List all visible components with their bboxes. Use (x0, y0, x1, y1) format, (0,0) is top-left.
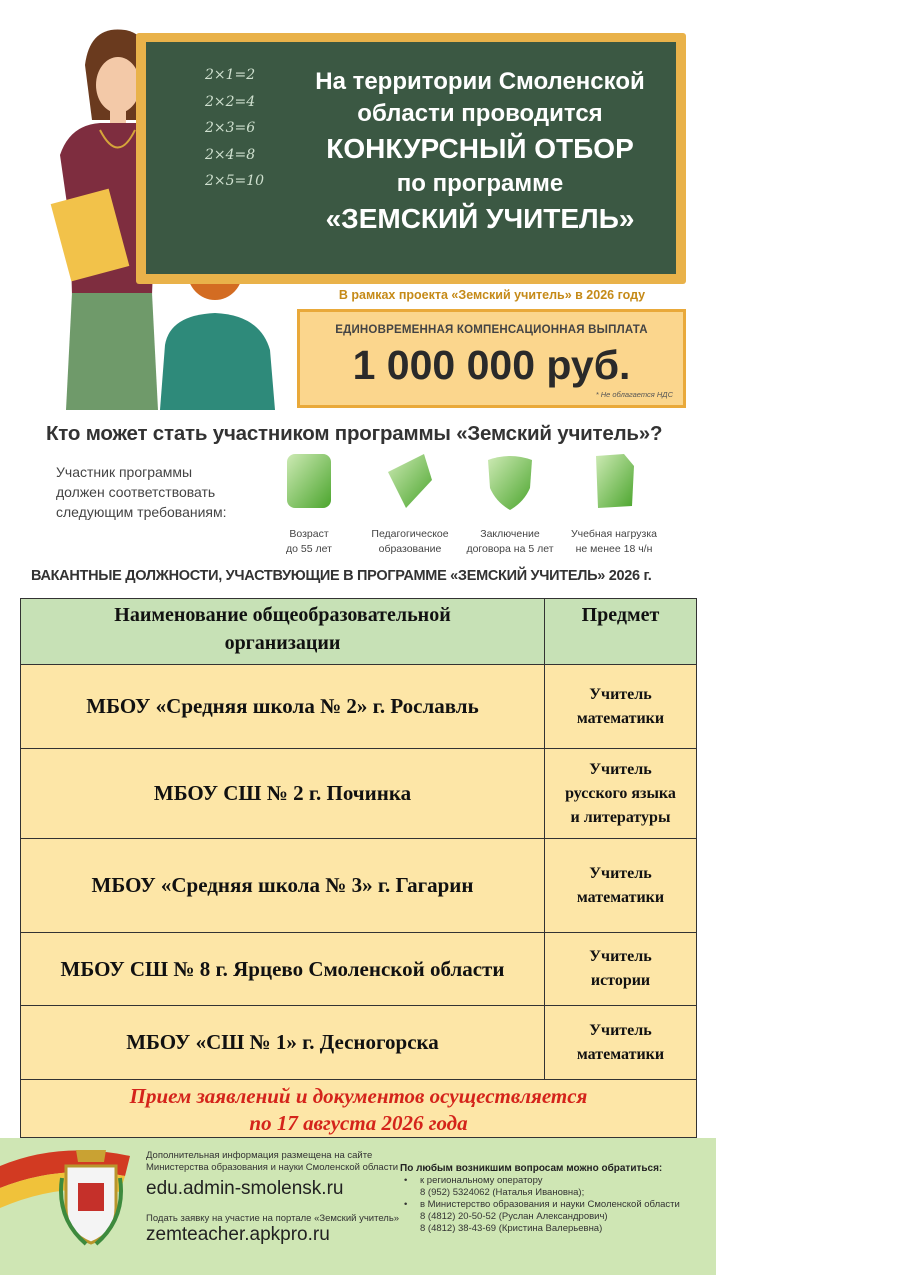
requirement-age (254, 450, 364, 557)
deadline-line-2: по 17 августа 2026 года (249, 1111, 468, 1135)
subject-cell: Учитель истории (545, 933, 697, 1006)
requirements-title: Кто может стать участником программы «Земский учитель»? (46, 422, 663, 445)
requirements-intro (56, 462, 256, 522)
header-organization: Наименование общеобразовательной организации (21, 599, 545, 665)
contract-shield-icon (484, 450, 536, 512)
requirement-label: Возраст до 55 лет (286, 528, 332, 555)
requirement-label: Заключение договора на 5 лет (466, 528, 554, 555)
requirement-label: Учебная нагрузка не менее 18 ч/н (570, 528, 658, 555)
chalk-line: 2×2=4 (205, 93, 256, 110)
org-cell: МБОУ СШ № 2 г. Починка (21, 749, 545, 839)
chalk-line: 2×4=8 (205, 146, 256, 163)
board-line-2: области проводится (357, 100, 603, 127)
header-subject: Предмет (545, 599, 697, 665)
subject-cell: Учитель математики (545, 665, 697, 749)
footer-info: Дополнительная информация размещена на сайте Министерства образования и науки Смоленской области (146, 1150, 399, 1173)
workload-icon (588, 450, 640, 512)
contacts-list (400, 1175, 710, 1235)
org-cell: МБОУ СШ № 8 г. Ярцево Смоленской области (21, 933, 545, 1006)
table-row (21, 933, 697, 1006)
requirement-workload (559, 450, 669, 557)
chalk-line: 2×5=10 (205, 173, 265, 189)
contact-item: • к региональному оператору 8 (952) 5324062 (Наталья Ивановна); (404, 1175, 585, 1198)
payment-box (297, 309, 686, 408)
table-row (21, 1006, 697, 1080)
org-cell: МБОУ «СШ № 1» г. Десногорска (21, 1006, 545, 1080)
requirement-label: Педагогическое образование (371, 528, 449, 555)
table-row (21, 839, 697, 933)
project-line: В рамках проекта «Земский учитель» в 2026 году (338, 288, 646, 302)
subject-cell: Учитель математики (545, 1006, 697, 1080)
board-line-3: КОНКУРСНЫЙ ОТБОР (326, 133, 634, 164)
education-icon (384, 450, 436, 512)
chalk-multiplication (205, 62, 264, 195)
contacts-title: По любым возникшим вопросам можно обратиться: (400, 1163, 663, 1174)
intro-line: следующим требованиям: (56, 504, 227, 520)
payment-note: * Не облагается НДС (595, 390, 673, 399)
coat-of-arms-icon (56, 1148, 126, 1248)
contact-item: • в Министерство образования и науки Смоленской области 8 (4812) 20-50-52 (Руслан Александрович) 8 (4812) 38-43-69 (Кристина Валерьевна) (404, 1199, 680, 1234)
vacancies-title: ВАКАНТНЫЕ ДОЛЖНОСТИ, УЧАСТВУЮЩИЕ В ПРОГРАММЕ «ЗЕМСКИЙ УЧИТЕЛЬ» 2026 г. (31, 568, 652, 584)
requirement-education (355, 450, 465, 557)
footer-apply-text: Подать заявку на участие на портале «Земский учитель» (146, 1213, 400, 1224)
subject-cell: Учитель русского языка и литературы (545, 749, 697, 839)
age-icon (283, 450, 335, 512)
vacancies-table (20, 598, 697, 1080)
org-cell: МБОУ «Средняя школа № 2» г. Рославль (21, 665, 545, 749)
deadline-notice (20, 1079, 697, 1138)
chalk-line: 2×1=2 (205, 67, 256, 83)
payment-amount: 1 000 000 руб. (352, 342, 631, 388)
table-row (21, 749, 697, 839)
footer (0, 1138, 716, 1275)
board-line-5: «ЗЕМСКИЙ УЧИТЕЛЬ» (325, 203, 635, 234)
intro-line: Участник программы (56, 464, 193, 480)
table-row (21, 665, 697, 749)
payment-label: ЕДИНОВРЕМЕННАЯ КОМПЕНСАЦИОННАЯ ВЫПЛАТА (335, 324, 648, 336)
deadline-line-1: Прием заявлений и документов осуществляется (129, 1084, 588, 1108)
board-line-1: На территории Смоленской (315, 68, 645, 95)
site-link-edu[interactable]: edu.admin-smolensk.ru (146, 1178, 344, 1199)
site-link-zemteacher[interactable]: zemteacher.apkpro.ru (146, 1224, 330, 1245)
org-cell: МБОУ «Средняя школа № 3» г. Гагарин (21, 839, 545, 933)
table-header-row (21, 599, 697, 665)
subject-cell: Учитель математики (545, 839, 697, 933)
chalk-line: 2×3=6 (205, 120, 256, 136)
board-headline (290, 66, 670, 238)
requirement-contract (455, 450, 565, 557)
intro-line: должен соответствовать (56, 484, 216, 500)
board-line-4: по программе (396, 170, 564, 197)
